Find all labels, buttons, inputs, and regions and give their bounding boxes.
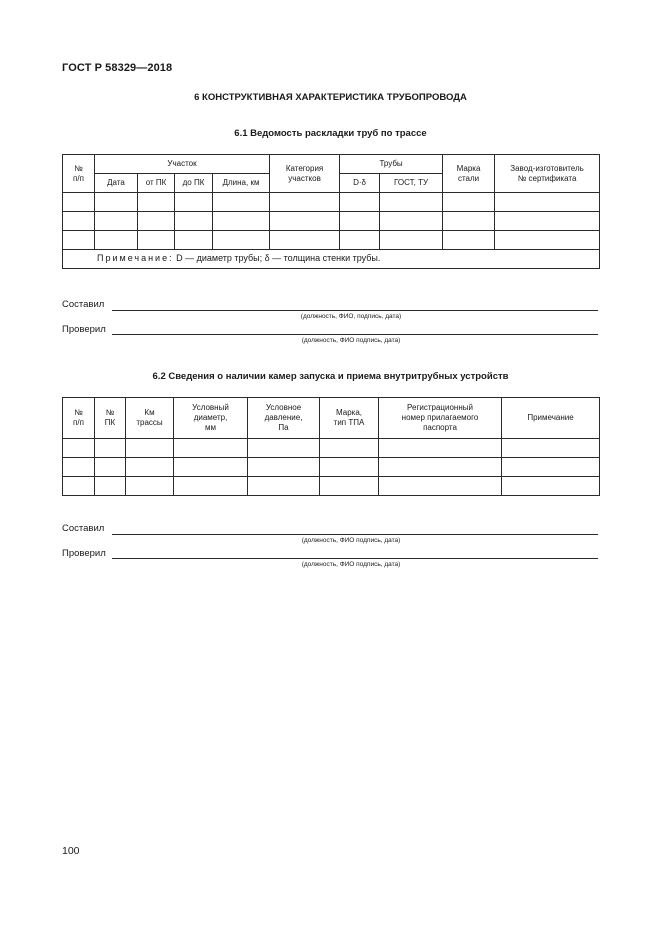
header-section: Участок (95, 155, 270, 174)
table1-header-row-1 (63, 155, 600, 174)
launch-chambers-table (62, 397, 600, 496)
header-nominal-pressure: Условное давление, Па (248, 398, 320, 439)
table-row (63, 439, 600, 458)
header-date: Дата (95, 174, 138, 193)
page-number: 100 (62, 845, 80, 857)
header-to-pk: до ПК (175, 174, 213, 193)
header-manufacturer: Завод-изготовитель № сертификата (495, 155, 600, 193)
document-id: ГОСТ Р 58329—2018 (62, 62, 173, 74)
table-row (63, 231, 600, 250)
checked-by-label: Проверил (62, 548, 106, 559)
header-valve-type: Марка, тип ТПА (320, 398, 379, 439)
compiled-by-line[interactable] (112, 534, 598, 535)
table1-title: 6.1 Ведомость раскладки труб по трассе (234, 128, 427, 139)
header-diameter-thickness: D·δ (340, 174, 380, 193)
header-registration-number: Регистрационный номер прилагаемого паспорта (379, 398, 502, 439)
header-from-pk: от ПК (138, 174, 175, 193)
table-row (63, 193, 600, 212)
header-number: № п/п (63, 155, 95, 193)
table1-note (63, 250, 600, 269)
header-number: № п/п (63, 398, 95, 439)
header-pipes: Трубы (340, 155, 443, 174)
header-steel-grade: Марка стали (443, 155, 495, 193)
pipe-layout-table (62, 154, 600, 269)
compiled-by-hint: (должность, ФИО, подпись, дата) (300, 313, 402, 320)
header-remark: Примечание (502, 398, 600, 439)
table-row (63, 212, 600, 231)
section-title: 6 КОНСТРУКТИВНАЯ ХАРАКТЕРИСТИКА ТРУБОПРОВОДА (194, 92, 467, 103)
checked-by-hint: (должность, ФИО подпись, дата) (301, 561, 401, 568)
compiled-by-label: Составил (62, 523, 105, 534)
table-row (63, 458, 600, 477)
header-gost: ГОСТ, ТУ (380, 174, 443, 193)
table-row (63, 477, 600, 496)
compiled-by-hint: (должность, ФИО подпись, дата) (301, 537, 401, 544)
header-category: Категория участков (270, 155, 340, 193)
checked-by-label: Проверил (62, 324, 106, 335)
note-text: D — диаметр трубы; δ — толщина стенки трубы. (173, 253, 381, 264)
note-label: Примечание: (97, 253, 174, 264)
compiled-by-label: Составил (62, 299, 105, 310)
header-km: Км трассы (126, 398, 174, 439)
table1-note-row (63, 250, 600, 269)
compiled-by-line[interactable] (112, 310, 598, 311)
header-pk: № ПК (95, 398, 126, 439)
header-length: Длина, км (213, 174, 270, 193)
checked-by-hint: (должность, ФИО подпись, дата) (301, 337, 401, 344)
table2-title: 6.2 Сведения о наличии камер запуска и приема внутритрубных устройств (152, 371, 509, 382)
checked-by-line[interactable] (112, 558, 598, 559)
table2-header-row (63, 398, 600, 439)
header-nominal-diameter: Условный диаметр, мм (174, 398, 248, 439)
checked-by-line[interactable] (112, 334, 598, 335)
